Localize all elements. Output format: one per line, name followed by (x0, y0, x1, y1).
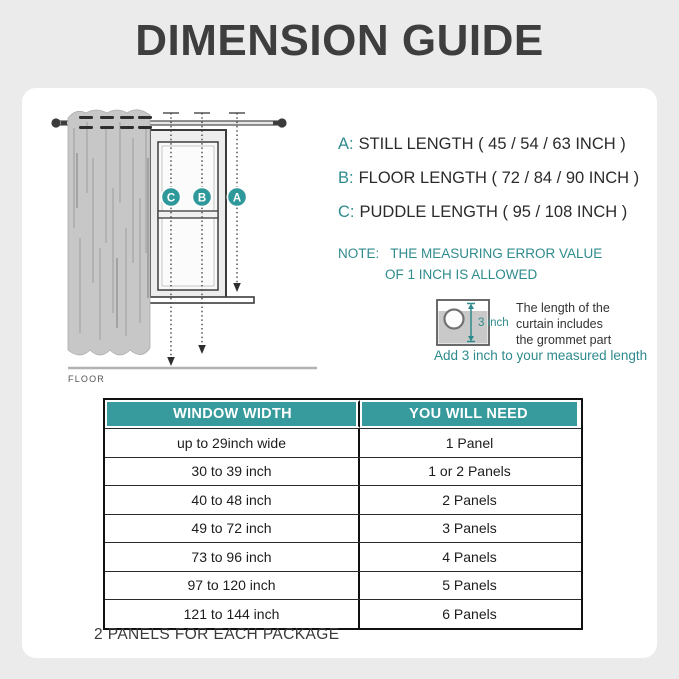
length-specs (338, 127, 639, 229)
three-inch-label: 3 inch (478, 317, 509, 329)
table-row (105, 428, 581, 457)
grommet-desc-line2: curtain includes (516, 317, 603, 331)
measure-badge-b (192, 187, 211, 206)
cell-width: 121 to 144 inch (105, 600, 360, 628)
header-you-will-need: YOU WILL NEED (360, 400, 579, 428)
cell-width: 40 to 48 inch (105, 486, 360, 514)
cell-width: 73 to 96 inch (105, 543, 360, 571)
cell-panels: 4 Panels (442, 548, 497, 565)
cell-panels: 1 Panel (445, 434, 494, 451)
spec-text-b: FLOOR LENGTH ( 72 / 84 / 90 INCH ) (358, 169, 640, 187)
table-row (105, 457, 581, 486)
cell-width: 97 to 120 inch (105, 572, 360, 600)
measure-badge-a (227, 187, 246, 206)
spec-text-a: STILL LENGTH ( 45 / 54 / 63 INCH ) (358, 135, 626, 153)
grommet-desc-line1: The length of the (516, 301, 610, 315)
grommet-tip: Add 3 inch to your measured length (434, 348, 648, 363)
dimension-guide-card (22, 88, 657, 658)
spec-text-c: PUDDLE LENGTH ( 95 / 108 INCH ) (359, 203, 628, 221)
measure-badge-c (161, 187, 180, 206)
spec-puddle-length (338, 195, 639, 229)
cell-width: up to 29inch wide (105, 429, 360, 457)
table-row (105, 599, 581, 628)
package-note: 2 PANELS FOR EACH PACKAGE (94, 626, 340, 643)
table-row (105, 542, 581, 571)
floor-label: FLOOR (68, 374, 106, 384)
header-window-width: WINDOW WIDTH (105, 400, 360, 428)
measuring-note (338, 243, 602, 285)
table-row (105, 485, 581, 514)
note-line1: THE MEASURING ERROR VALUE (390, 246, 603, 261)
panel-size-table (103, 398, 583, 630)
table-row (105, 571, 581, 600)
spec-key-a: A: (338, 135, 354, 153)
spec-still-length (338, 127, 639, 161)
spec-floor-length (338, 161, 639, 195)
cell-width: 49 to 72 inch (105, 515, 360, 543)
table-header-row (105, 400, 581, 428)
note-label: NOTE: (338, 246, 380, 261)
cell-panels: 3 Panels (442, 520, 497, 537)
cell-panels: 1 or 2 Panels (428, 463, 511, 480)
curtain-icon (68, 110, 152, 355)
spec-key-b: B: (338, 169, 354, 187)
badge-b-label: B (197, 192, 207, 205)
note-line2: OF 1 INCH IS ALLOWED (385, 267, 538, 282)
cell-width: 30 to 39 inch (105, 458, 360, 486)
grommet-ring-icon (445, 310, 464, 329)
badge-a-label: A (232, 192, 242, 205)
badge-c-label: C (166, 192, 176, 205)
window-sill (144, 297, 254, 303)
curtain-window-diagram-icon (30, 98, 330, 394)
cell-panels: 6 Panels (442, 605, 497, 622)
page-title: DIMENSION GUIDE (135, 16, 544, 65)
grommet-description (516, 300, 611, 348)
cell-panels: 2 Panels (442, 491, 497, 508)
spec-key-c: C: (338, 203, 355, 221)
cell-panels: 5 Panels (442, 577, 497, 594)
grommet-desc-line3: the grommet part (516, 333, 612, 347)
table-row (105, 514, 581, 543)
